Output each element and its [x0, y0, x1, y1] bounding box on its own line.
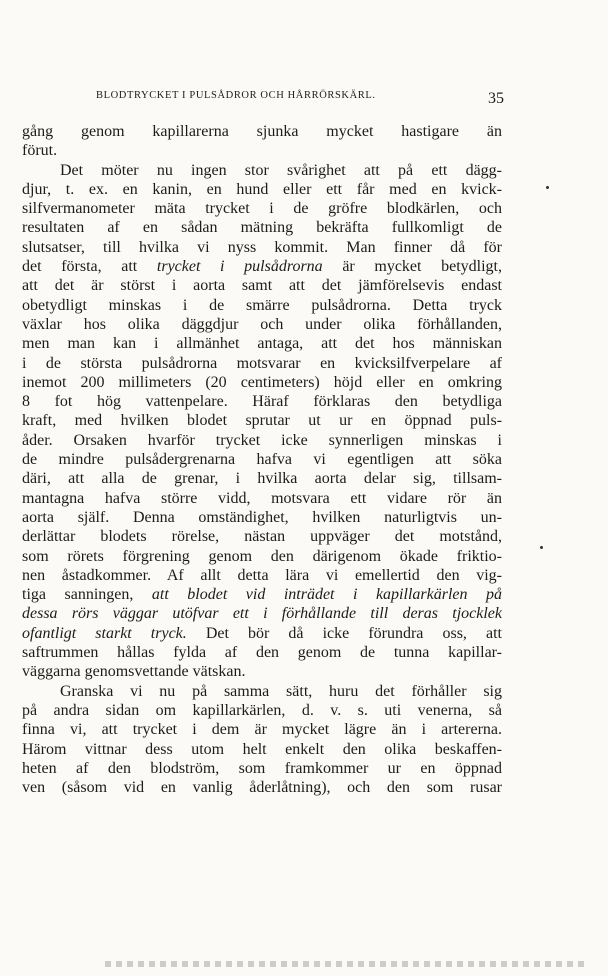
- text-span: men man kan i allmänhet antaga, att det hos människan: [22, 335, 502, 353]
- text-line: [22, 373, 502, 392]
- text-line: [22, 180, 502, 199]
- text-line: [22, 604, 502, 623]
- text-span: växlar hos olika däggdjur och under olika förhållanden,: [22, 315, 502, 333]
- italic-text: ofantligt starkt tryck.: [22, 624, 187, 642]
- text-line: [22, 585, 502, 604]
- text-line: [22, 489, 502, 508]
- text-line: [22, 740, 502, 759]
- text-line: [22, 141, 502, 160]
- text-span: som rörets förgrening genom den därigenom ökade friktio-: [22, 547, 502, 565]
- text-line: [22, 315, 502, 334]
- text-span: 8 fot hög vattenpelare. Häraf förklaras den betydliga: [22, 393, 502, 411]
- text-line: [22, 662, 502, 681]
- text-line: [22, 411, 502, 430]
- text-span: gång genom kapillarerna sjunka mycket hastigare än: [22, 123, 502, 140]
- text-line: [22, 296, 502, 315]
- text-line: [22, 701, 502, 720]
- text-line: [22, 392, 502, 411]
- text-span: silfvermanometer mäta trycket i de gröfre blodkärlen, och: [22, 200, 502, 218]
- text-line: [22, 354, 502, 373]
- text-line: [22, 276, 502, 295]
- text-line: [22, 218, 502, 237]
- text-line: [22, 527, 502, 546]
- text-span: obetydligt minskas i de smärre pulsådrorna. Detta tryck: [22, 296, 502, 314]
- running-title: BLODTRYCKET I PULSÅDROR OCH HÅRRÖRSKÄRL.: [96, 90, 376, 101]
- text-span: däri, att alla de grenar, i hvilka aorta delar sig, tillsam-: [22, 470, 502, 488]
- text-span: kraft, med hvilken blodet sprutar ut ur en öppnad puls-: [22, 412, 502, 430]
- text-line: [22, 547, 502, 566]
- text-span: Granska vi nu på samma sätt, huru det förhåller sig: [60, 682, 502, 700]
- text-span: att det är störst i aorta samt att det jämförelsevis endast: [22, 277, 502, 295]
- text-span: mantagna hafva större vidd, motsvara ett vidare rör än: [22, 489, 502, 507]
- text-line: [22, 161, 502, 180]
- text-span: saftrummen hållas fylda af den genom de tunna kapillar-: [22, 644, 502, 662]
- text-span: finna vi, att trycket i dem är mycket lägre än i artererna.: [22, 721, 502, 739]
- text-span: tiga sanningen,: [22, 586, 152, 604]
- text-span: inemot 200 millimeters (20 centimeters) höjd eller en omkring: [22, 373, 502, 391]
- text-span: förut.: [22, 142, 58, 160]
- italic-text: dessa rörs väggar utöfvar ett i förhållande till deras tjocklek: [22, 605, 502, 623]
- text-line: [22, 469, 502, 488]
- text-span: Det bör då icke förundra oss, att: [186, 624, 502, 642]
- text-span: resultaten af en sådan mätning bekräfta fullkomligt de: [22, 219, 502, 237]
- text-line: [22, 199, 502, 218]
- text-span: de mindre pulsådergrenarna hafva vi egentligen att söka: [22, 451, 502, 469]
- text-span: Härom vittnar dess utom helt enkelt den olika beskaffen-: [22, 740, 502, 758]
- italic-text: trycket i pulsådrorna: [156, 258, 323, 276]
- text-line: [22, 508, 502, 527]
- text-span: slutsatser, till hvilka vi nyss kommit. Man finner då för: [22, 238, 502, 256]
- text-span: på andra sidan om kapillarkärlen, d. v. s. uti venerna, så: [22, 701, 502, 719]
- text-span: det första, att: [22, 258, 157, 276]
- text-line: [22, 720, 502, 739]
- text-line: [22, 566, 502, 585]
- text-line: [22, 122, 502, 141]
- ink-speck: [540, 546, 543, 549]
- text-line: [22, 643, 502, 662]
- text-line: [22, 624, 502, 643]
- text-span: ven (såsom vid en vanlig åderlåtning), och den som rusar: [22, 779, 502, 797]
- text-span: väggarna genomsvettande vätskan.: [22, 663, 246, 681]
- italic-text: att blodet vid inträdet i kapillarkärlen på: [151, 586, 502, 604]
- bleed-through-text: [105, 961, 585, 967]
- text-line: [22, 334, 502, 353]
- page-number: 35: [488, 90, 504, 107]
- text-span: derlättar blodets rörelse, nästan uppväger det motstånd,: [22, 528, 502, 546]
- text-line: [22, 238, 502, 257]
- body-text: [22, 122, 502, 797]
- text-span: i de största pulsådrorna motsvarar en kvicksilfverpelare af: [22, 354, 502, 372]
- text-line: [22, 431, 502, 450]
- text-line: [22, 682, 502, 701]
- text-span: djur, t. ex. en kanin, en hund eller ett får med en kvick-: [22, 180, 502, 198]
- text-span: åder. Orsaken hvarför trycket icke synnerligen minskas i: [22, 431, 502, 449]
- text-span: nen åstadkommer. Af allt detta lära vi emellertid den vig-: [22, 566, 502, 584]
- text-span: aorta själf. Denna omständighet, hvilken naturligtvis un-: [22, 508, 502, 526]
- text-line: [22, 450, 502, 469]
- text-line: [22, 759, 502, 778]
- text-span: heten af den blodström, som framkommer ur en öppnad: [22, 759, 502, 777]
- text-line: [22, 257, 502, 276]
- text-span: är mycket betydligt,: [322, 258, 502, 276]
- ink-speck: [546, 186, 549, 189]
- text-line: [22, 778, 502, 797]
- text-span: Det möter nu ingen stor svårighet att på ett dägg-: [60, 161, 502, 179]
